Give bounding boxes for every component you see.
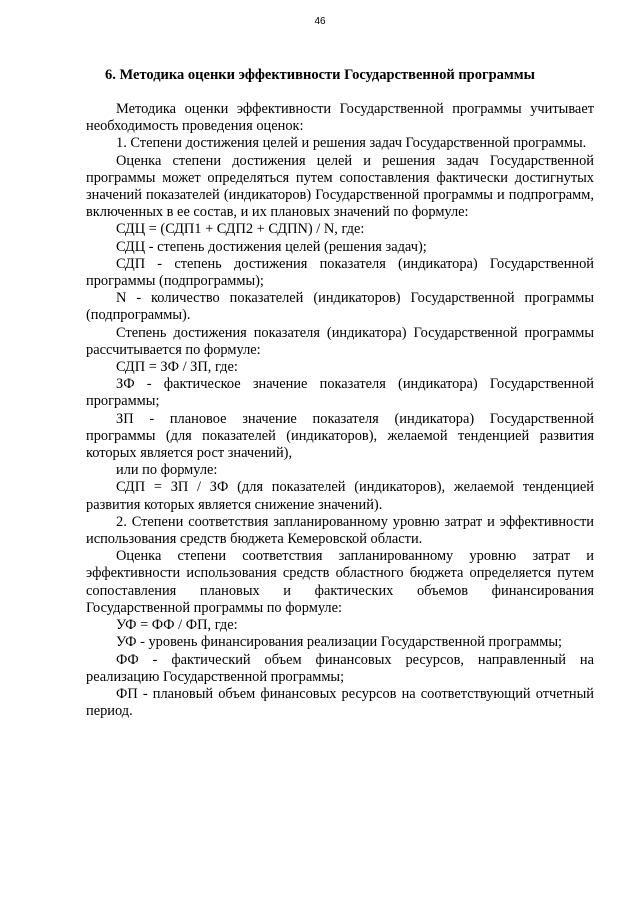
- paragraph: Методика оценки эффективности Государственной программы учитывает необходимость проведения оценок:: [86, 101, 594, 135]
- paragraph: N - количество показателей (индикаторов) Государственной программы (подпрограммы).: [86, 290, 594, 324]
- paragraph: ФФ - фактический объем финансовых ресурсов, направленный на реализацию Государственной программы;: [86, 651, 594, 685]
- paragraph: Оценка степени соответствия запланированному уровню затрат и эффективности использования средств областного бюджета определяется путем сопоставления плановых и фактических объемов финансирования Государственной программы по формуле:: [86, 548, 594, 616]
- paragraph: или по формуле:: [116, 462, 218, 479]
- paragraph: УФ - уровень финансирования реализации Государственной программы;: [116, 634, 562, 651]
- section-heading: 6. Методика оценки эффективности Государственной программы: [105, 67, 535, 83]
- formula-paragraph: УФ = ФФ / ФП, где:: [116, 617, 238, 634]
- paragraph: 1. Степени достижения целей и решения задач Государственной программы.: [116, 135, 587, 152]
- paragraph: ЗП - плановое значение показателя (индикатора) Государственной программы (для показателей (индикаторов), желаемой тенденцией развития которых является рост значений),: [86, 410, 594, 462]
- paragraph: ЗФ - фактическое значение показателя (индикатора) Государственной программы;: [86, 376, 594, 410]
- formula-paragraph: СДП = ЗФ / ЗП, где:: [116, 359, 238, 376]
- paragraph: ФП - плановый объем финансовых ресурсов на соответствующий отчетный период.: [86, 685, 594, 720]
- formula-paragraph: СДП = ЗП / ЗФ (для показателей (индикаторов), желаемой тенденцией развития которых является снижение значений).: [86, 479, 594, 513]
- page-number: 46: [314, 16, 326, 27]
- paragraph: СДП - степень достижения показателя (индикатора) Государственной программы (подпрограммы);: [86, 255, 594, 290]
- paragraph: Оценка степени достижения целей и решения задач Государственной программы может определяться путем сопоставления фактически достигнутых значений показателей (индикаторов) Государственной программы и подпрограмм, включенных в ее состав, и их плановых значений по формуле:: [86, 152, 594, 221]
- paragraph: СДЦ - степень достижения целей (решения задач);: [116, 238, 427, 255]
- paragraph: Степень достижения показателя (индикатора) Государственной программы рассчитывается по формуле:: [86, 324, 594, 358]
- formula-paragraph: СДЦ = (СДП1 + СДП2 + СДПN) / N, где:: [116, 221, 365, 238]
- paragraph: 2. Степени соответствия запланированному уровню затрат и эффективности использования средств бюджета Кемеровской области.: [86, 513, 594, 548]
- document-body: [86, 101, 594, 720]
